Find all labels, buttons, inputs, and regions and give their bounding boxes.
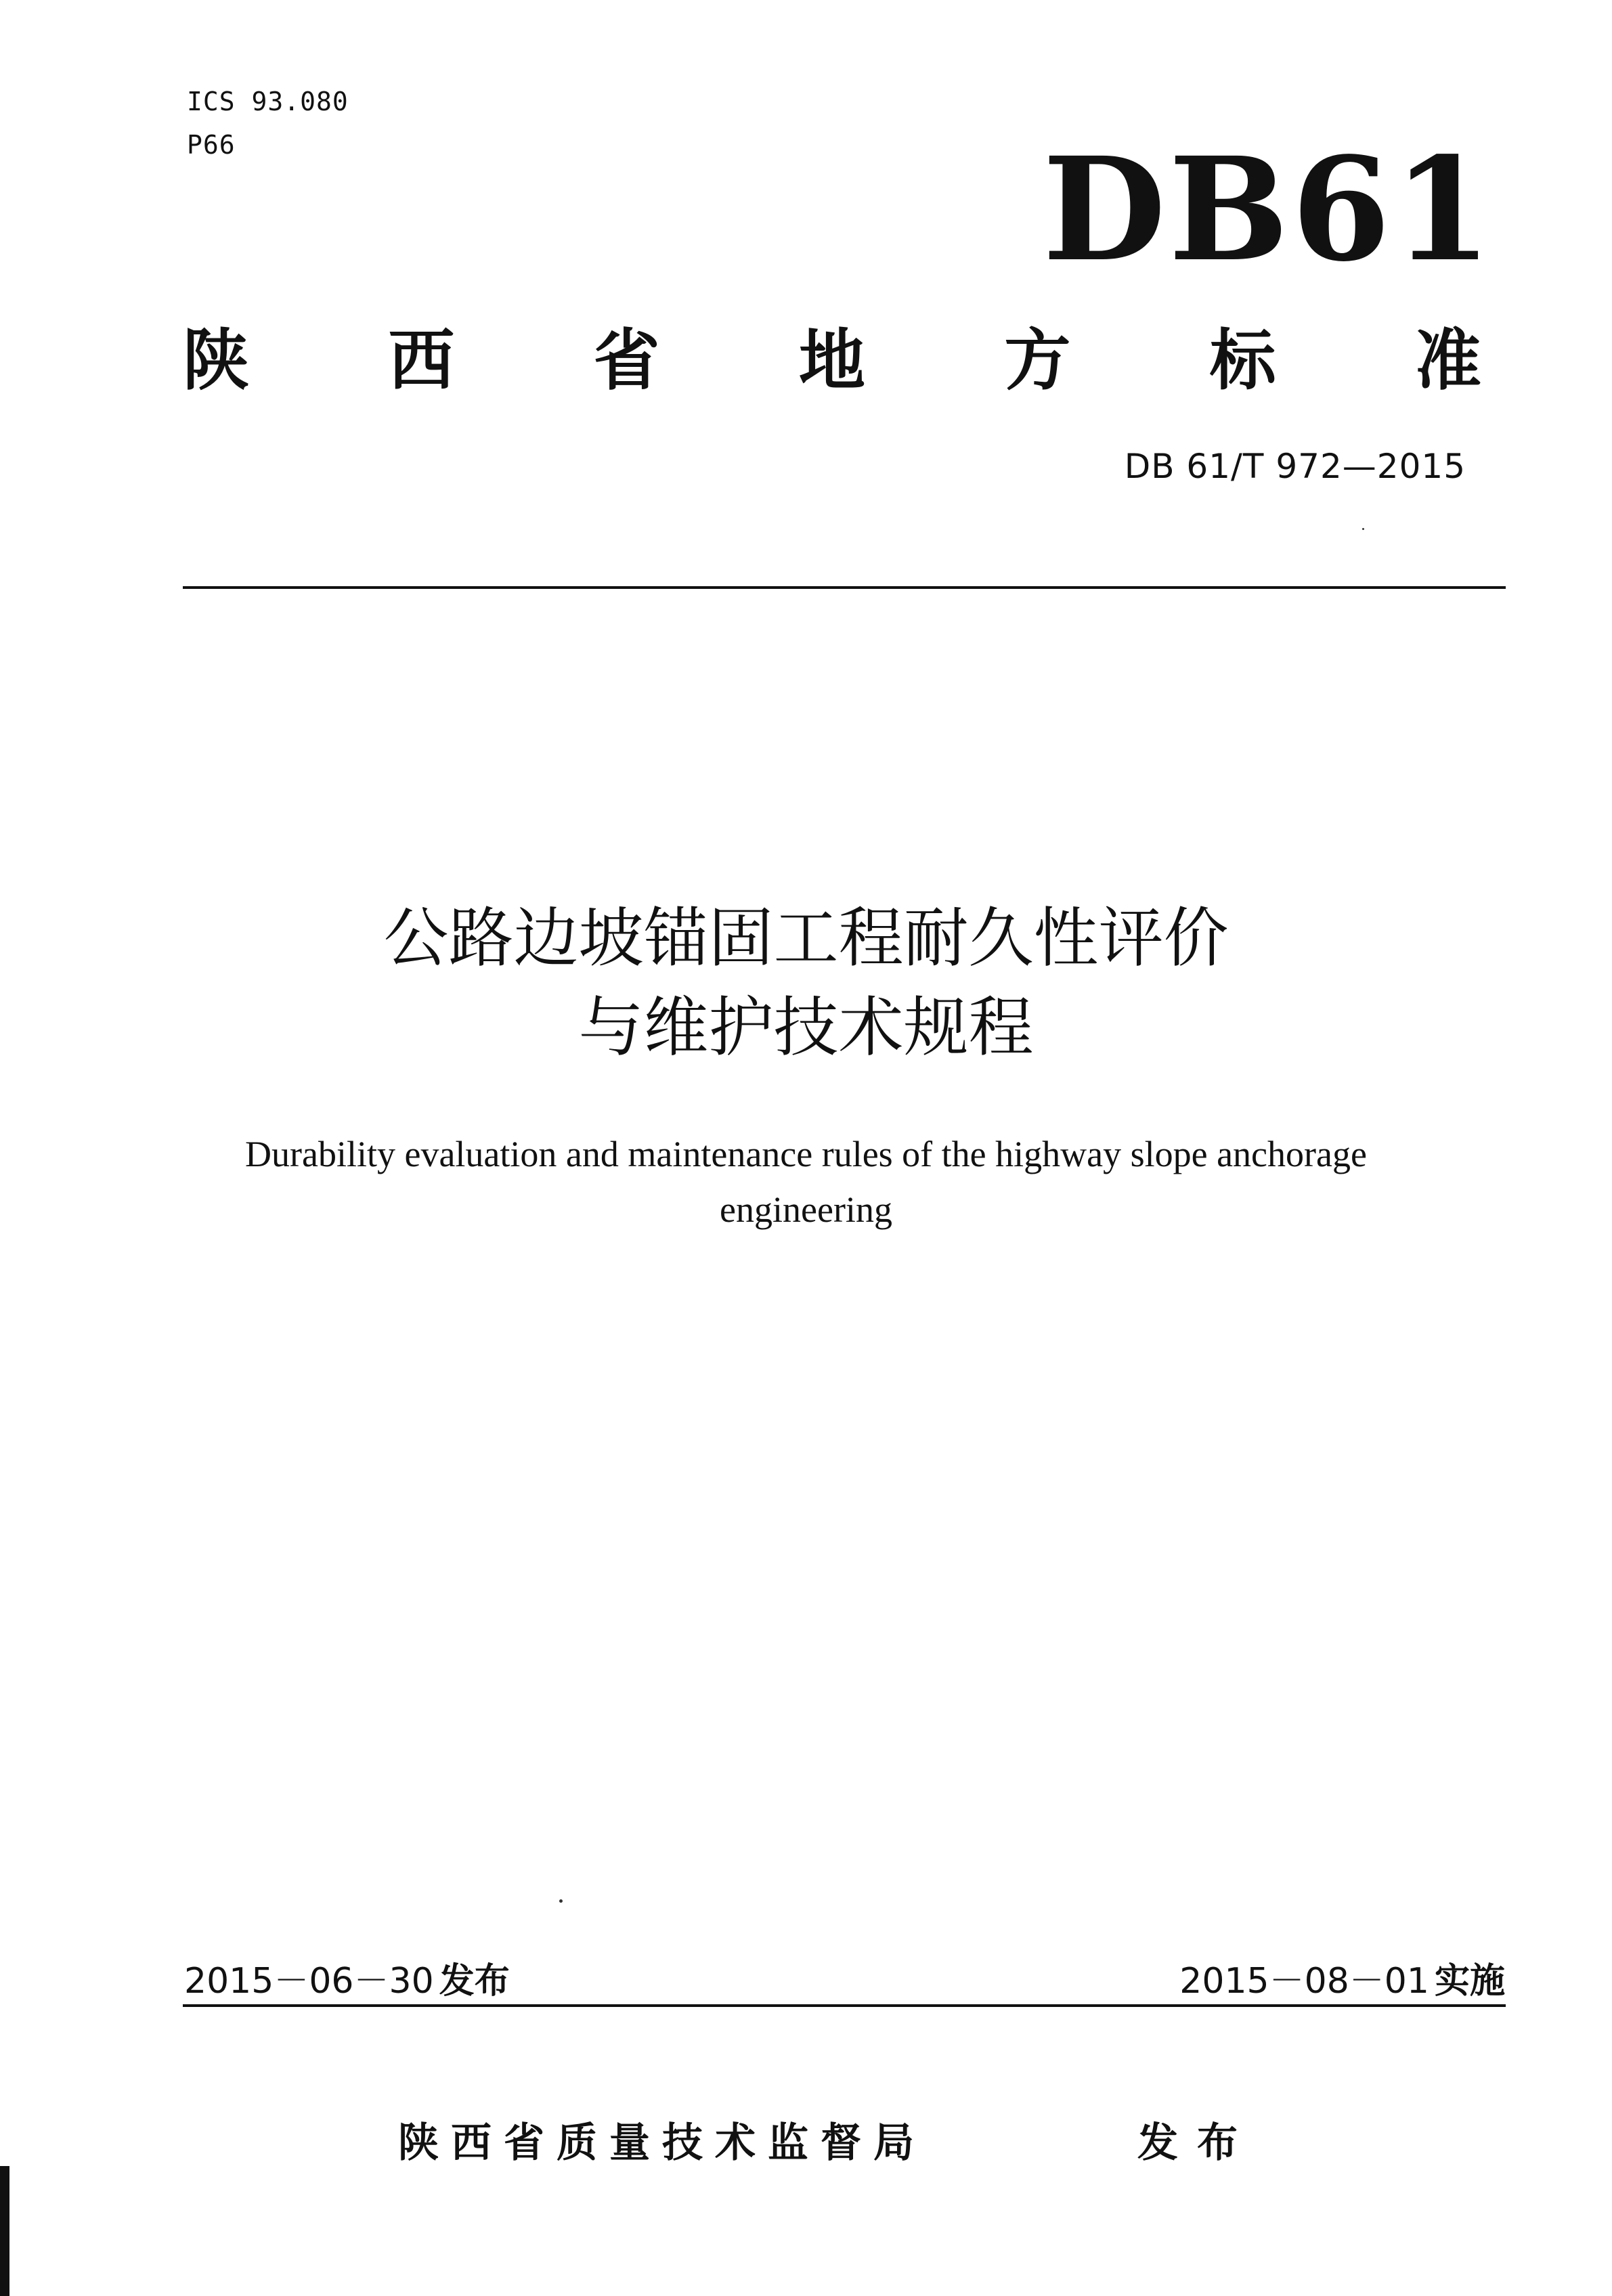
scan-speck bbox=[559, 1899, 563, 1903]
header-char: 地 bbox=[798, 322, 865, 399]
implementation-date bbox=[1179, 1960, 1505, 2002]
standard-type-header bbox=[183, 324, 1481, 398]
issuing-authority: 陕西省质量技术监督局 bbox=[398, 2119, 926, 2167]
ccs-code: P66 bbox=[187, 130, 236, 160]
implementation-date-label: 实施 bbox=[1434, 1961, 1505, 2002]
scan-speck bbox=[1362, 528, 1364, 530]
title-chinese-line-2: 与维护技术规程 bbox=[578, 990, 1034, 1065]
header-char: 陕 bbox=[183, 322, 250, 399]
issued-label: 发布 bbox=[1137, 2119, 1257, 2167]
header-char: 省 bbox=[593, 322, 660, 399]
title-chinese-line-1: 公路边坡锚固工程耐久性评价 bbox=[383, 900, 1229, 976]
implementation-date-value: 2015－08－01 bbox=[1179, 1961, 1429, 2002]
ics-code: ICS 93.080 bbox=[187, 87, 349, 116]
header-char: 标 bbox=[1209, 322, 1276, 399]
title-english-line-1: Durability evaluation and maintenance rules of the highway slope anchorage bbox=[245, 1134, 1367, 1174]
standard-number: DB 61/T 972—2015 bbox=[1124, 447, 1466, 486]
top-divider bbox=[183, 586, 1506, 589]
title-english-line-2: engineering bbox=[720, 1189, 892, 1230]
scan-edge-mark bbox=[0, 2166, 9, 2296]
issue-date bbox=[184, 1960, 510, 2002]
issue-date-label: 发布 bbox=[439, 1961, 510, 2002]
header-char: 方 bbox=[1004, 322, 1071, 399]
bottom-divider bbox=[183, 2004, 1506, 2007]
issue-date-value: 2015－06－30 bbox=[184, 1961, 434, 2002]
header-char: 准 bbox=[1414, 322, 1481, 399]
header-char: 西 bbox=[388, 322, 455, 399]
db61-logo: DB61 bbox=[1043, 126, 1495, 293]
